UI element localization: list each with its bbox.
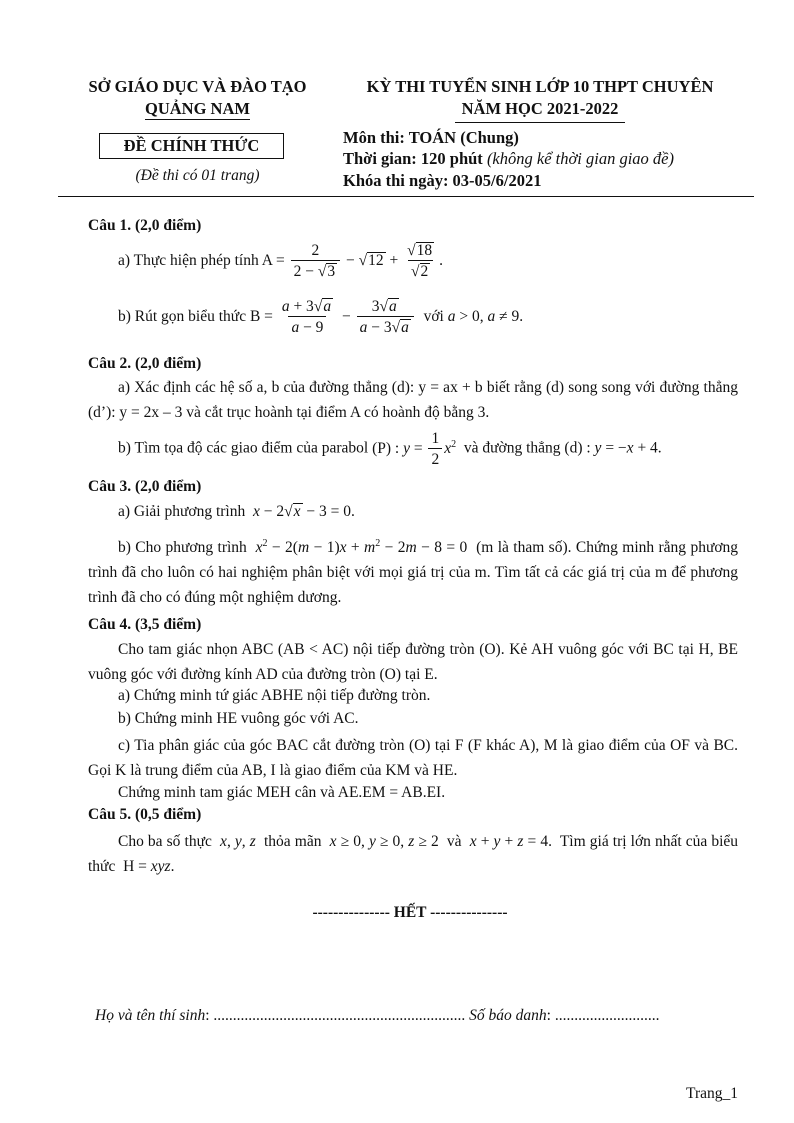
end-mark: --------------- HẾT --------------- — [312, 904, 508, 921]
question-1b: b) Rút gọn biểu thức B = $\frac{a + 3√ a}{a - 9}$ − $\frac{3√ a}{a - 3√ a}$ với a > 0, a ≠ 9. — [118, 298, 523, 337]
question-4c: c) Tia phân giác của góc BAC cắt đường tròn (O) tại F (F khác A), M là giao điểm của OF và BC. Gọi K là trung điểm của AB, I là giao điểm của KM và HE. — [88, 737, 738, 779]
question-3a: a) Giải phương trình x − 2√ x − 3 = 0. — [118, 503, 355, 521]
question-5-title: Câu 5. (0,5 điểm) — [88, 806, 202, 823]
formula-A: A = $\frac{2}{2 - √ 3}$ − √ 12 + √ 18 √ 2 . — [262, 252, 443, 269]
candidate-id-dots: : ........................... — [546, 1007, 660, 1024]
candidate-info — [95, 1007, 659, 1025]
equation-3b: $x^2 - 2(m - 1)x + m^2 - 2m - 8 = 0$ — [255, 538, 472, 557]
question-2-title: Câu 2. (2,0 điểm) — [88, 355, 202, 372]
question-1a: a) Thực hiện phép tính A = $\frac{2}{2 - √ 3}$ − √ 12 + √ 18 √ 2 . — [118, 242, 443, 281]
question-5-text: Cho ba số thực x, y, z thỏa mãn x ≥ 0, y ≥ 0, z ≥ 2 và x + y + z = 4. Tìm giá trị lớn nhất của biểu thức H = xyz. — [88, 833, 739, 875]
question-4-intro: Cho tam giác nhọn ABC (AB < AC) nội tiếp đường tròn (O). Kẻ AH vuông góc với BC tại H, BE vuông góc với đường kính AD của đường tròn (O) tại E. — [88, 641, 738, 683]
header-divider — [58, 196, 754, 197]
question-1-title: Câu 1. (2,0 điểm) — [88, 217, 202, 234]
exam-title: KỲ THI TUYỂN SINH LỚP 10 THPT CHUYÊN NĂM HỌC 2021-2022 — [366, 77, 714, 118]
parabol-formula: (P) : y = $\frac{1}{2}$ $x^2$ — [372, 430, 457, 469]
department-name: SỞ GIÁO DỤC VÀ ĐÀO TẠO QUẢNG NAM — [88, 77, 307, 118]
candidate-name-label: Họ và tên thí sinh — [95, 1007, 206, 1024]
question-2b: b) Tìm tọa độ các giao điểm của parabol (P) : y = $\frac{1}{2}$ $x^2$ và đường thẳng (d) : y = −x + 4. — [118, 430, 662, 469]
page-number: Trang_1 — [686, 1085, 738, 1102]
official-label: ĐỀ CHÍNH THỨC — [99, 133, 284, 159]
exam-time: Thời gian: 120 phút (không kể thời gian giao đề) — [343, 149, 674, 168]
formula-B: B = $\frac{a + 3√ a}{a - 9}$ − $\frac{3√ a}{a - 3√ a}$ — [250, 308, 420, 325]
candidate-name-dots: : ................................................................. — [205, 1007, 466, 1024]
question-3b: b) Cho phương trình $x^2 - 2(m - 1)x + m^2 - 2m - 8 = 0$ (m là tham số). Chứng minh rằng phương trình đã cho luôn có hai nghiệm phân biệt với mọi giá trị của m. Tìm tất cả các giá trị của m để phương trình đã cho có đúng một nghiệm dương. — [88, 538, 739, 607]
line-formula: (d) : y = −x + 4. — [564, 439, 662, 457]
question-4a: a) Chứng minh tứ giác ABHE nội tiếp đường tròn. — [118, 687, 431, 704]
condition-formula: a > 0, a ≠ 9. — [447, 307, 524, 325]
candidate-id-label: Số báo danh — [469, 1007, 547, 1024]
title-underline — [455, 122, 625, 123]
exam-subject: Môn thi: TOÁN (Chung) — [343, 128, 519, 147]
question-4c-prove: Chứng minh tam giác MEH cân và AE.EM = AB.EI. — [118, 784, 446, 801]
equation-3a: x − 2√ x − 3 = 0. — [249, 503, 355, 520]
question-2a: a) Xác định các hệ số a, b của đường thẳng (d): y = ax + b biết rằng (d) song song với đường thẳng (d’): y = 2x – 3 và cắt trục hoành tại điểm A có hoành độ bằng 3. — [88, 379, 738, 421]
question-4b: b) Chứng minh HE vuông góc với AC. — [118, 710, 359, 727]
pages-note: (Đề thi có 01 trang) — [135, 167, 260, 184]
exam-date: Khóa thi ngày: 03-05/6/2021 — [343, 171, 542, 190]
question-4-title: Câu 4. (3,5 điểm) — [88, 616, 202, 633]
question-3-title: Câu 3. (2,0 điểm) — [88, 478, 202, 495]
